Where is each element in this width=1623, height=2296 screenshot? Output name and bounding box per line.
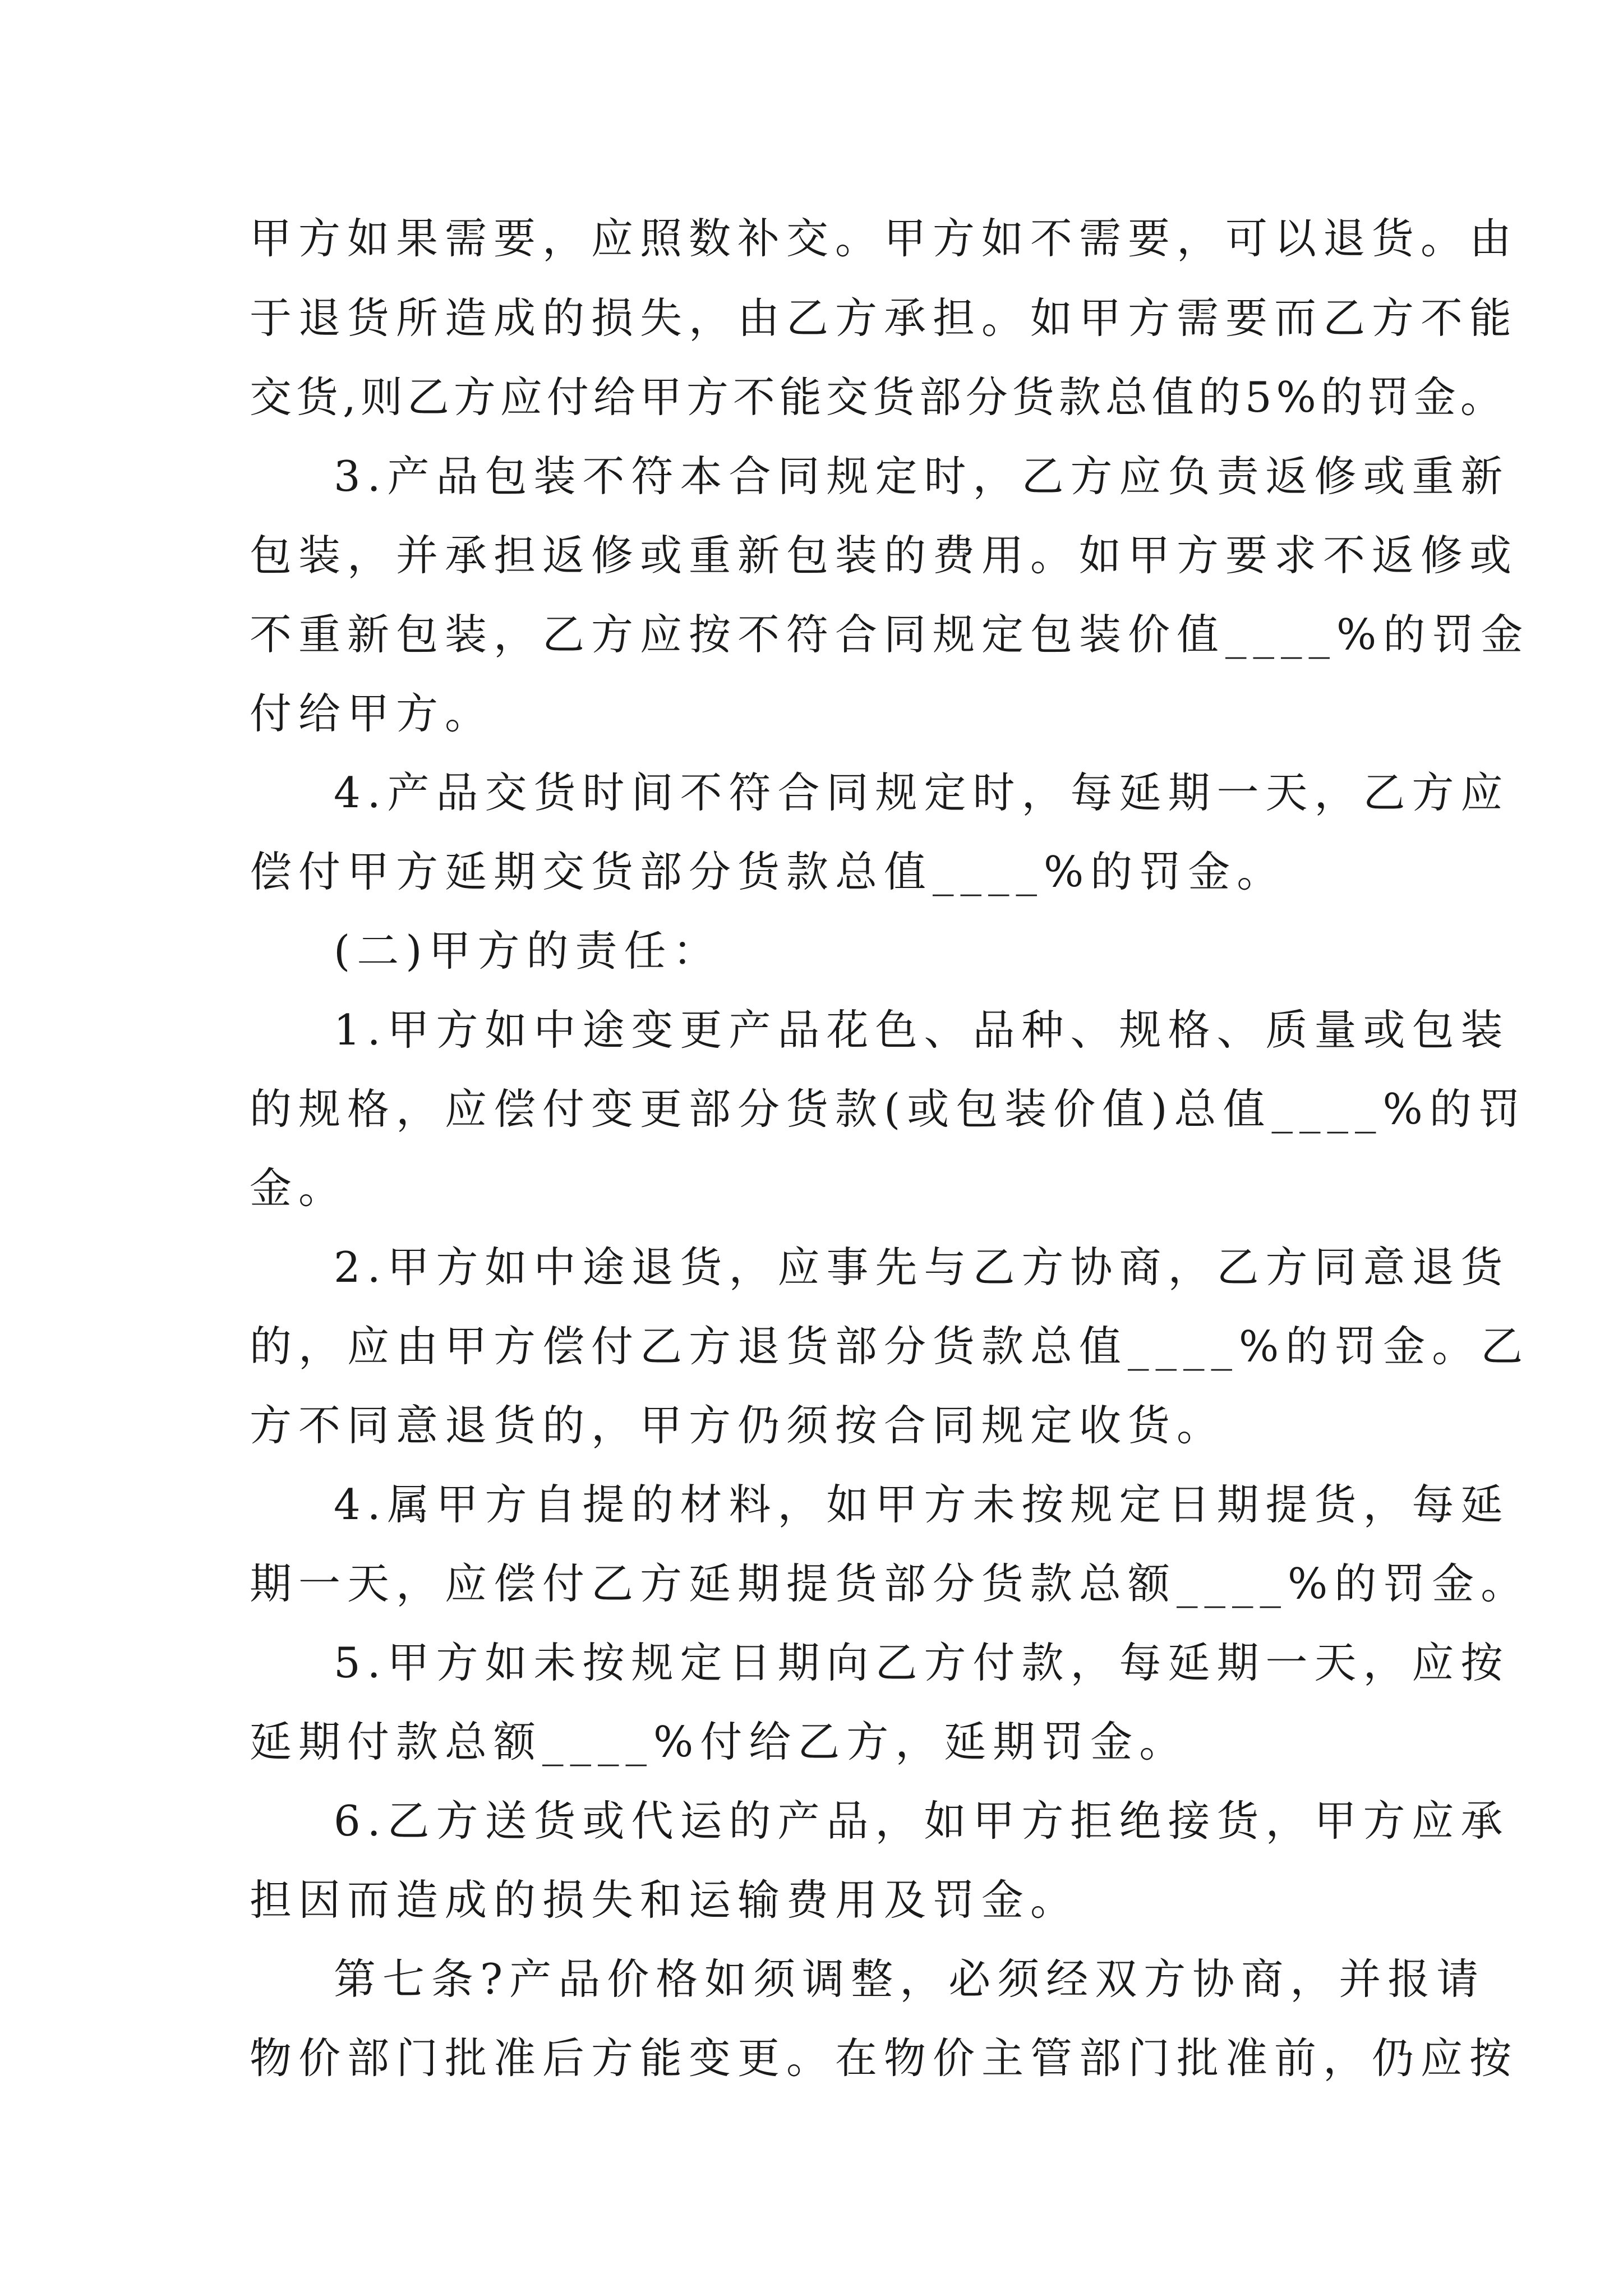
text-line: 2.甲方如中途退货，应事先与乙方协商，乙方同意退货 <box>334 1243 1510 1292</box>
text-line: 3.产品包装不符本合同规定时，乙方应负责返修或重新 <box>334 452 1510 501</box>
text-line: 金。 <box>250 1163 348 1213</box>
text-line: 5.甲方如未按规定日期向乙方付款，每延期一天，应按 <box>334 1638 1510 1687</box>
text-line: 不重新包装，乙方应按不符合同规定包装价值____%的罚金 <box>250 610 1530 659</box>
text-line: 交货,则乙方应付给甲方不能交货部分货款总值的5%的罚金。 <box>250 372 1507 422</box>
text-line: 4.产品交货时间不符合同规定时，每延期一天，乙方应 <box>334 768 1510 817</box>
text-line: 4.属甲方自提的材料，如甲方未按规定日期提货，每延 <box>334 1480 1510 1529</box>
text-line: 偿付甲方延期交货部分货款总值____%的罚金。 <box>250 847 1286 896</box>
text-line: 包装，并承担返修或重新包装的费用。如甲方要求不返修或 <box>250 531 1519 580</box>
text-line: 于退货所造成的损失，由乙方承担。如甲方需要而乙方不能 <box>250 293 1519 343</box>
text-line: 甲方如果需要，应照数补交。甲方如不需要，可以退货。由 <box>250 214 1519 263</box>
text-line: 担因而造成的损失和运输费用及罚金。 <box>250 1875 1080 1925</box>
text-line: 付给甲方。 <box>250 689 494 738</box>
text-line: 物价部门批准后方能变更。在物价主管部门批准前，仍应按 <box>250 2033 1519 2083</box>
text-line: 1.甲方如中途变更产品花色、品种、规格、质量或包装 <box>334 1005 1510 1055</box>
text-line: 方不同意退货的，甲方仍须按合同规定收货。 <box>250 1401 1226 1450</box>
text-line: 期一天，应偿付乙方延期提货部分货款总额____%的罚金。 <box>250 1559 1530 1608</box>
text-line: 6.乙方送货或代运的产品，如甲方拒绝接货，甲方应承 <box>334 1796 1510 1846</box>
text-line: 延期付款总额____%付给乙方，延期罚金。 <box>250 1717 1188 1766</box>
text-line: (二)甲方的责任： <box>334 926 722 976</box>
text-line: 的规格，应偿付变更部分货款(或包装价值)总值____%的罚 <box>250 1084 1527 1134</box>
text-line: 第七条?产品价格如须调整，必须经双方协商，并报请 <box>334 1954 1486 2004</box>
text-line: 的，应由甲方偿付乙方退货部分货款总值____%的罚金。乙 <box>250 1322 1530 1371</box>
